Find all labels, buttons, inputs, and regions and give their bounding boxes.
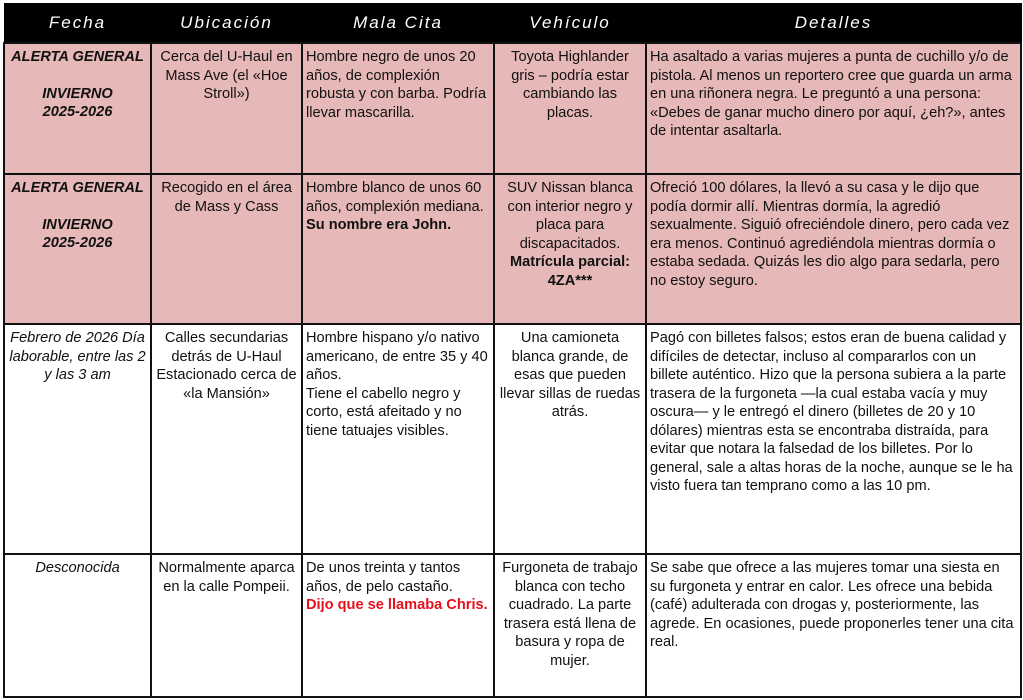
vehiculo-cell: Furgoneta de trabajo blanca con techo cuadrado. La parte trasera está llena de basura y ropa de mujer. (494, 554, 646, 697)
header-mala-cita: Mala Cita (302, 4, 494, 44)
alert-label: ALERTA GENERAL (11, 49, 144, 65)
header-detalles: Detalles (646, 4, 1021, 44)
mala-cita-cell (302, 174, 494, 324)
detalles-cell: Pagó con billetes falsos; estos eran de buena calidad y difíciles de detectar, incluso al compararlos con un billete auténtico. Hizo que la persona subiera a la parte trasera de la furgoneta —la cual estaba vacía y muy oscura— y le entregó el dinero (billetes de 20 y 10 dólares) mientras esta se encontraba distraída, para evitar que notara la falsedad de los billetes. Por lo general, sale a altas horas de la noche, aunque se le ha visto fuera tan temprano como a las 10 pm. (646, 324, 1021, 554)
name-highlight-red: Dijo que se llamaba Chris. (306, 597, 488, 613)
table-header-row (4, 4, 1021, 44)
name-highlight: Su nombre era John. (306, 217, 452, 233)
bad-date-report-table (3, 3, 1022, 698)
vehiculo-cell (494, 174, 646, 324)
description-text: Hombre blanco de unos 60 años, complexión mediana. (306, 180, 484, 215)
ubicacion-cell (151, 324, 302, 554)
fecha-cell (4, 174, 151, 324)
season-label: INVIERNO (42, 216, 113, 233)
season-years: 2025-2026 (42, 104, 113, 120)
detalles-cell: Ha asaltado a varias mujeres a punta de cuchillo y/o de pistola. Al menos un reportero cree que guarda un arma en una riñonera negra. Le preguntó a una persona: «Debes de ganar mucho dinero por aquí, ¿eh?», antes de intentar asaltarla. (646, 43, 1021, 174)
mala-cita-cell: Hombre negro de unos 20 años, de complexión robusta y con barba. Podría llevar mascarilla. (302, 43, 494, 174)
header-vehiculo: Vehículo (494, 4, 646, 44)
fecha-cell (4, 43, 151, 174)
fecha-cell: Febrero de 2026 Día laborable, entre las 2 y las 3 am (4, 324, 151, 554)
ubicacion-cell: Recogido en el área de Mass y Cass (151, 174, 302, 324)
header-fecha: Fecha (4, 4, 151, 44)
location-line: Calles secundarias detrás de U-Haul (164, 330, 289, 365)
detalles-cell: Ofreció 100 dólares, la llevó a su casa y le dijo que podía dormir allí. Mientras dormía, la agredió sexualmente. Siguió ofreciéndole dinero, pero cada vez era menos. Continuó agrediéndola mientras dormía o estaba sedada. Quizás les dio algo para sedarla, pero no estoy seguro. (646, 174, 1021, 324)
partial-plate: Matrícula parcial: 4ZA*** (509, 254, 631, 289)
season-years: 2025-2026 (42, 235, 113, 251)
ubicacion-cell: Cerca del U-Haul en Mass Ave (el «Hoe Stroll») (151, 43, 302, 174)
fecha-cell: Desconocida (4, 554, 151, 697)
ubicacion-cell: Normalmente aparca en la calle Pompeii. (151, 554, 302, 697)
vehiculo-cell: Toyota Highlander gris – podría estar cambiando las placas. (494, 43, 646, 174)
header-ubicacion: Ubicación (151, 4, 302, 44)
description-text: Tiene el cabello negro y corto, está afeitado y no tiene tatuajes visibles. (306, 385, 462, 439)
description-text: Hombre hispano y/o nativo americano, de entre 35 y 40 años. (306, 330, 488, 383)
mala-cita-cell (302, 554, 494, 697)
table-row (4, 43, 1021, 174)
table-row (4, 324, 1021, 554)
location-line: Estacionado cerca de «la Mansión» (156, 367, 297, 402)
vehiculo-cell: Una camioneta blanca grande, de esas que pueden llevar sillas de ruedas atrás. (494, 324, 646, 554)
vehicle-text: SUV Nissan blanca con interior negro y placa para discapacitados. (507, 180, 633, 252)
alert-label: ALERTA GENERAL (11, 180, 144, 196)
detalles-cell: Se sabe que ofrece a las mujeres tomar una siesta en su furgoneta y entrar en calor. Les ofrece una bebida (café) adulterada con drogas y, posteriormente, las agrede. En ocasiones, puede proponerles tener una cita real. (646, 554, 1021, 697)
season-label: INVIERNO (42, 85, 113, 102)
table-row (4, 554, 1021, 697)
mala-cita-cell (302, 324, 494, 554)
table-row (4, 174, 1021, 324)
description-text: De unos treinta y tantos años, de pelo castaño. (306, 560, 461, 595)
